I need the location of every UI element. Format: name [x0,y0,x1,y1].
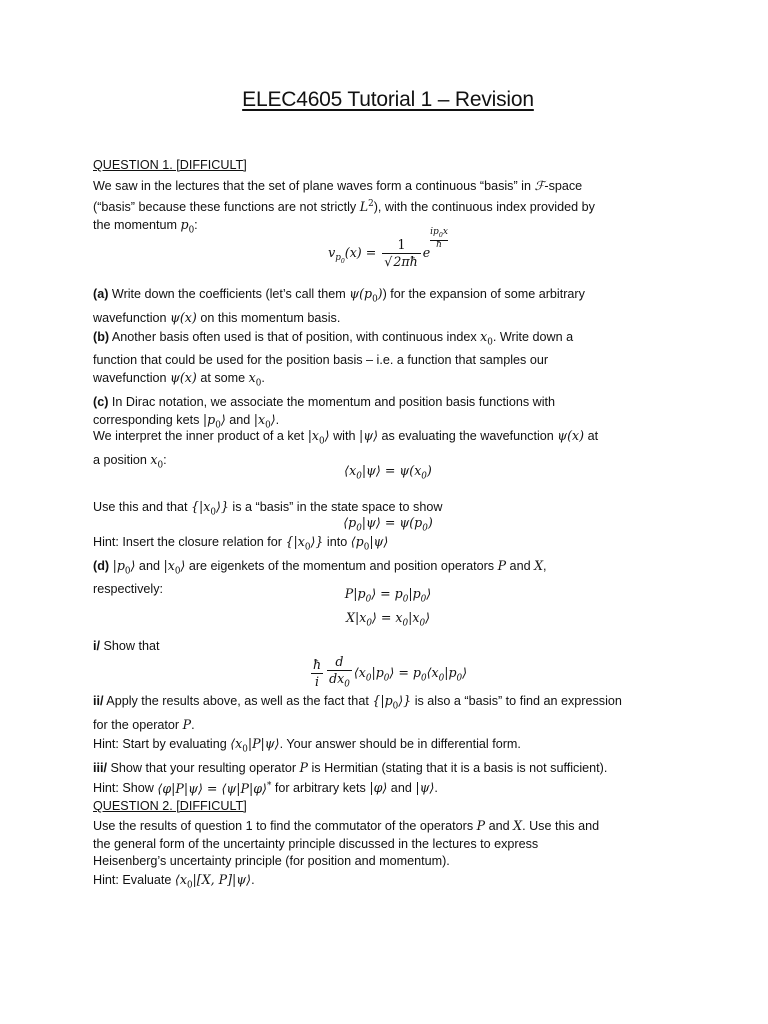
inner-product-paragraph: We interpret the inner product of a ket $|x_0⟩$ with |ψ⟩ as evaluating the wavefunction ψ(x) at a position $x_0$: [93,428,599,471]
question-1-heading: QUESTION 1. [DIFFICULT] [93,158,247,172]
question-2-heading: QUESTION 2. [DIFFICULT] [93,799,247,813]
question-2-body: Use the results of question 1 to find the commutator of the operators P and X. Use this and the general form of the uncertainty principle discussed in the lectures to express Heisenberg’s uncertainty principle (for position and momentum). Hint: Evaluate $⟨x_0|[X$, P]|ψ⟩. [93,818,600,891]
document-title: ELEC4605 Tutorial 1 – Revision [242,88,534,111]
part-i-line: i/ Show that [93,639,160,653]
use-this-line: Use this and that $\{|x_0⟩\}$ is a “basis” in the state space to show [93,499,443,518]
position-inner-product-equation: $⟨x_0|\psi⟩ = \psi(x_0)$ [344,463,432,482]
closure-hint-and-part-d: Hint: Insert the closure relation for $\{|x_0⟩\}$ into $⟨p_0|\psi⟩$ (d) $|p_0⟩$ and $|x_0⟩$ are eigenkets of the momentum and position operators P and X, respectively: [93,534,547,597]
derivative-equation: $\frac{ħ}{i}$ $\frac{d}{dx_0}$ $⟨x_0|p_0⟩$ = $p_0⟨x_0|p_0⟩$ [312,654,468,690]
momentum-inner-product-equation: $⟨p_0|\psi⟩ = \psi(p_0)$ [343,515,433,534]
question-1-parts-abc: (a) Write down the coefficients (let’s call them $\psi(p_0)$) for the expansion of some arbitrary wavefunction ψ(x) on this momentum basis. (b) Another basis often used is that of position, with continuous index $x_0$. Write down a function that could be used for the position basis – i.e. a function that samples our wavefunction ψ(x) at some $x_0$. (c) In Dirac notation, we associate the momentum and position basis functions with corresponding kets $|p_0⟩$ and $|x_0⟩$. [93,286,585,431]
parts-ii-iii: ii/ Apply the results above, as well as the fact that $\{|p_0⟩\}$ is also a “basis” to find an expression for the operator P. Hint: Start by evaluating $⟨x_0|P|\psi⟩$. Your answer should be in differential form. iii/ Show that your resulting operator P is Hermitian (stating that it is a basis is not sufficient). Hint: Show ⟨φ|P|ψ⟩ = ⟨ψ|P|φ⟩* for arbitrary kets |φ⟩ and |ψ⟩. [93,693,622,796]
plane-wave-equation: $v_{p_0}(x)$ = $\frac{1}{√2\pi ħ}$ e $\frac{ip_0x}{ħ}$ [328,227,448,269]
eigenvalue-equations: $P|p_0⟩$ = $p_0|p_0⟩$ $X|x_0⟩$ = $x_0|x_0⟩$ [344,586,432,629]
question-1-intro: We saw in the lectures that the set of plane waves form a continuous “basis” in ℱ-space (“basis” because these functions are not strictly $L^2$), with the continuous index provided by the momentum $p_0$: [93,178,595,236]
